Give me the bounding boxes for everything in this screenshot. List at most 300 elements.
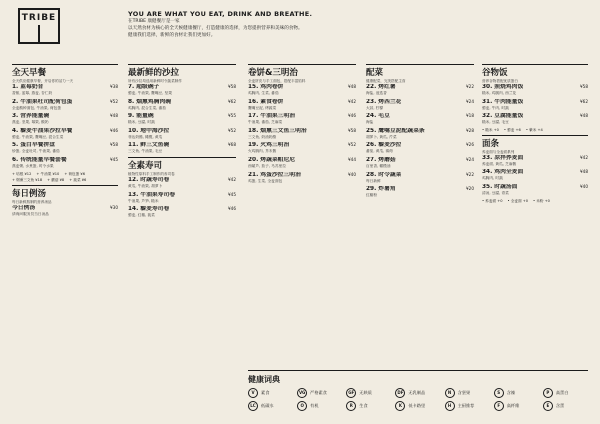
- glossary-entry: [346, 388, 391, 398]
- menu-item-price: ¥45: [228, 191, 236, 197]
- menu-item[interactable]: [248, 84, 356, 96]
- menu-item[interactable]: [366, 157, 474, 169]
- menu-item-description: 藜麦, 牛油果, 鹰嘴豆, 坚果: [128, 91, 172, 95]
- menu-item-name: 17. 牛油果三明治: [248, 113, 296, 120]
- menu-item-row: [248, 84, 356, 91]
- glossary-entry: [297, 401, 342, 411]
- menu-item-description: 清汤, 豆腐, 青菜: [482, 190, 509, 195]
- menu-item[interactable]: [128, 84, 236, 96]
- menu-item-description: 海盐, 迷迭香: [366, 91, 387, 95]
- menu-item-description: 番茄, 黄瓜, 薄荷: [366, 149, 393, 154]
- section-description: 全麦饼皮与手工面包，搭配丰富馅料: [248, 79, 306, 83]
- menu-item-name: 21. 鸡蛋沙拉三明治: [248, 171, 301, 178]
- menu-section: [128, 64, 236, 154]
- glossary-entry: [445, 388, 490, 398]
- glossary-label: 含坚果: [457, 390, 471, 395]
- menu-item-price: ¥40: [348, 171, 356, 177]
- menu-item-row: [12, 205, 118, 212]
- menu-section: [248, 64, 356, 183]
- diet-symbol-icon: P: [543, 388, 553, 398]
- menu-item-row: [128, 84, 236, 91]
- menu-item-description: 鸡胸肉, 时蔬: [482, 176, 503, 181]
- add-on-price: ¥8: [59, 177, 65, 182]
- menu-item-row: [128, 128, 236, 135]
- menu-column-5: [482, 62, 588, 204]
- glossary-label: 素食: [261, 390, 270, 395]
- menu-item[interactable]: [12, 99, 118, 111]
- menu-item-name: 11. 鲜三文鱼碗: [128, 142, 170, 149]
- add-on-name: + 菠菜: [69, 177, 81, 182]
- menu-item-name: 27. 烤蘑菇: [366, 156, 396, 163]
- menu-item-name: 18. 烟熏三文鱼三明治: [248, 127, 307, 134]
- menu-item[interactable]: [248, 113, 356, 125]
- add-on-option[interactable]: [12, 172, 31, 177]
- menu-item-price: ¥18: [466, 113, 474, 119]
- glossary-entry: [297, 388, 342, 398]
- diet-symbol-icon: F: [494, 401, 504, 411]
- menu-item-price: ¥58: [110, 142, 118, 148]
- menu-item-name: 1. 蓝莓奶昔: [12, 84, 44, 90]
- add-on-option[interactable]: [64, 172, 85, 177]
- menu-item-price: ¥42: [348, 98, 356, 104]
- menu-item-price: ¥24: [466, 156, 474, 162]
- menu-item-description: 全麦酸种面包, 牛油果, 荷包蛋: [12, 105, 61, 110]
- add-on-price: ¥18: [35, 177, 43, 182]
- menu-item-row: [366, 172, 474, 179]
- divider: [482, 135, 588, 136]
- menu-item-row: [12, 84, 118, 91]
- menu-item-price: ¥44: [348, 156, 356, 162]
- diet-symbol-icon: V: [248, 388, 258, 398]
- add-on-option[interactable]: [36, 172, 59, 177]
- menu-item[interactable]: [128, 142, 236, 154]
- diet-symbol-icon: DF: [395, 388, 405, 398]
- menu-item-description: 糙米, 鸡腿肉, 西兰花: [482, 91, 517, 95]
- menu-item-description: 黄瓜, 牛油果, 胡萝卜: [128, 183, 163, 188]
- divider: [366, 64, 474, 65]
- menu-item-name: 33. 凉拌荞麦面: [482, 154, 524, 161]
- menu-item-row: [248, 128, 356, 135]
- menu-item-row: [12, 142, 118, 149]
- menu-item[interactable]: [482, 84, 588, 96]
- menu-item-name: 19. 火鸡三明治: [248, 142, 290, 149]
- menu-item-name: 23. 烤西兰花: [366, 98, 402, 105]
- menu-item-description: 三文鱼, 牛油果, 毛豆: [128, 149, 163, 154]
- section-title: 全素寿司: [128, 160, 163, 171]
- menu-item-name: 5. 蛋白早餐拼盘: [12, 142, 56, 149]
- menu-item-description: 燕麦, 坚果, 莓果, 酸奶: [12, 120, 49, 125]
- divider: [248, 370, 588, 371]
- menu-item-row: [482, 155, 588, 162]
- glossary-title: 健康词典: [248, 375, 280, 384]
- menu-item-row: [366, 157, 474, 164]
- section-description: 全天供应健康早餐，开启你的活力一天: [12, 79, 74, 83]
- menu-item-row: [482, 113, 588, 120]
- menu-item-row: [482, 184, 588, 191]
- glossary-entry: [395, 388, 440, 398]
- section-description: 所有沙拉均选用新鲜时令蔬菜制作: [128, 79, 182, 83]
- section-title: 最新鲜的沙拉: [128, 68, 180, 78]
- menu-item-description: 鸡蛋, 生菜, 全麦面包: [248, 178, 283, 183]
- menu-item-price: ¥26: [466, 142, 474, 148]
- section-title: 面条: [482, 138, 500, 149]
- menu-item-description: 藜麦, 红椒, 菠菜: [128, 213, 155, 218]
- menu-item[interactable]: [128, 113, 236, 125]
- menu-item-price: ¥46: [348, 113, 356, 119]
- menu-item-price: ¥58: [348, 127, 356, 133]
- menu-item-price: ¥55: [228, 113, 236, 119]
- add-on-name: + 烟熏三文鱼: [12, 177, 35, 182]
- menu-item-price: ¥42: [580, 154, 588, 160]
- add-on-name: + 蘑菇: [47, 177, 59, 182]
- add-on-option[interactable]: [533, 199, 550, 204]
- menu-item-name: 10. 地中海沙拉: [128, 127, 170, 134]
- menu-item-name: 20. 烤蔬菜帕尼尼: [248, 156, 296, 163]
- health-glossary: [248, 368, 588, 411]
- menu-item-row: [366, 99, 474, 106]
- menu-item-row: [248, 172, 356, 179]
- glossary-label: 高蛋白: [555, 390, 569, 395]
- section-description: 荞麦面与全麦面系列: [482, 149, 515, 154]
- menu-item[interactable]: [248, 142, 356, 154]
- menu-item-description: 炒蛋, 全麦吐司, 牛油果, 番茄: [12, 149, 60, 154]
- menu-item-name: 12. 时蔬寿司卷: [128, 176, 170, 183]
- add-on-name: • 全麦面: [507, 198, 522, 203]
- menu-item-price: ¥22: [466, 84, 474, 89]
- menu-item[interactable]: [248, 99, 356, 111]
- menu-item[interactable]: [128, 177, 236, 189]
- glossary-label: 严格素食: [310, 390, 327, 395]
- glossary-grid: [248, 388, 588, 411]
- menu-item-description: 糙米, 豆腐, 时蔬: [128, 120, 155, 125]
- glossary-label: 含蛋: [555, 403, 565, 408]
- menu-item-name: 今日例汤: [12, 204, 36, 211]
- menu-section: [12, 64, 118, 183]
- menu-section: [128, 157, 236, 218]
- menu-item[interactable]: [12, 113, 118, 125]
- divider: [248, 64, 356, 65]
- diet-symbol-icon: LC: [248, 401, 258, 411]
- menu-item-row: [128, 99, 236, 106]
- section-description: 健康配菜，完美搭配主食: [366, 79, 406, 83]
- menu-item-price: ¥48: [580, 169, 588, 175]
- menu-column-2: [128, 62, 236, 221]
- menu-item[interactable]: [482, 155, 588, 167]
- menu-item-description: 燕麦粥, 水煮蛋, 时令水果: [12, 163, 54, 168]
- menu-item[interactable]: [12, 157, 118, 169]
- glossary-label: 高纤维: [506, 403, 520, 408]
- menu-item[interactable]: [366, 84, 474, 96]
- menu-item-description: 三文鱼, 奶油奶酪: [248, 134, 277, 139]
- menu-item-description: 荞麦面, 黄瓜, 芝麻酱: [482, 161, 517, 166]
- intro-line: 在TRIBE 康健餐厅是一家: [128, 19, 180, 24]
- diet-symbol-icon: H: [445, 401, 455, 411]
- menu-item-price: ¥62: [228, 98, 236, 104]
- divider: [12, 64, 118, 65]
- menu-item-price: ¥48: [348, 84, 356, 89]
- menu-item-description: 鹰嘴豆泥, 烤蔬菜: [248, 105, 277, 110]
- add-on-name: • 糙米: [482, 127, 493, 132]
- menu-item-description: 请询问服务员当日汤品: [12, 211, 49, 216]
- menu-item-row: [248, 99, 356, 106]
- menu-item[interactable]: [12, 128, 118, 140]
- menu-item-price: ¥42: [228, 176, 236, 182]
- add-on-name: + 牛油果: [36, 171, 52, 176]
- divider: [12, 185, 118, 186]
- section-title: 配菜: [366, 68, 384, 78]
- menu-item[interactable]: [366, 99, 474, 111]
- menu-item-name: 16. 素食卷饼: [248, 98, 284, 105]
- intro-headline: YOU ARE WHAT YOU EAT, DRINK AND BREATHE.: [128, 10, 313, 18]
- menu-item-description: 火鸡胸肉, 芥末酱: [248, 149, 277, 154]
- menu-item-price: ¥58: [228, 84, 236, 89]
- menu-item-row: [366, 186, 474, 193]
- menu-item-price: ¥46: [110, 127, 118, 133]
- menu-item-description: 鸡胸肉, 生菜, 番茄: [248, 91, 279, 95]
- menu-item-name: 29. 炸薯角: [366, 186, 396, 193]
- menu-section: [366, 64, 474, 198]
- menu-item-name: 9. 能量碗: [128, 113, 154, 120]
- add-on-name: • 荞麦面: [482, 198, 497, 203]
- diet-symbol-icon: GF: [346, 388, 356, 398]
- add-on-price: +0: [522, 198, 529, 203]
- glossary-entry: [346, 401, 391, 411]
- menu-item[interactable]: [366, 186, 474, 198]
- section-title: 谷物饭: [482, 68, 508, 78]
- menu-item-row: [12, 128, 118, 135]
- menu-item-row: [366, 84, 474, 91]
- menu-item-row: [482, 84, 588, 91]
- menu-item[interactable]: [12, 205, 118, 217]
- add-on-name: • 米粉: [533, 198, 544, 203]
- section-description: 营养谷物搭配优质蛋白: [482, 79, 518, 83]
- intro: [128, 10, 368, 39]
- glossary-label: 主厨推荐: [457, 403, 475, 408]
- glossary-entry: [445, 401, 490, 411]
- menu-item-row: [128, 142, 236, 149]
- section-title: 全天早餐: [12, 68, 47, 78]
- menu-item[interactable]: [128, 206, 236, 218]
- glossary-entry: [494, 388, 539, 398]
- menu-item-description: 鸡胸肉, 混合生菜, 番茄: [128, 105, 166, 110]
- add-on-option[interactable]: [69, 178, 86, 183]
- menu-item-description: 海盐: [366, 120, 374, 125]
- menu-item-name: 30. 照烧鸡肉饭: [482, 84, 524, 90]
- menu-item-row: [12, 157, 118, 164]
- add-on-option[interactable]: [47, 178, 64, 183]
- menu-item-name: 32. 豆腐能量饭: [482, 113, 524, 120]
- menu-item-price: ¥40: [580, 183, 588, 189]
- add-on-option[interactable]: [482, 128, 499, 133]
- add-on-options: [482, 199, 588, 204]
- add-on-price: +0: [493, 127, 499, 132]
- menu-item-row: [248, 157, 356, 164]
- add-on-option[interactable]: [508, 199, 529, 204]
- menu-item-description: 胡萝卜, 黄瓜, 芹菜: [366, 134, 397, 139]
- menu-section: [482, 135, 588, 204]
- glossary-label: 含辣: [506, 390, 516, 395]
- menu-item-row: [482, 169, 588, 176]
- add-on-options: [482, 128, 588, 133]
- menu-item[interactable]: [12, 142, 118, 154]
- section-title: 每日例汤: [12, 188, 47, 199]
- menu-item-name: 15. 鸡肉卷饼: [248, 84, 284, 90]
- add-on-price: +6: [515, 127, 521, 132]
- divider: [482, 64, 588, 65]
- menu-item-row: [128, 192, 236, 199]
- glossary-entry: [494, 401, 539, 411]
- menu-item-description: 藜麦, 牛肉, 时蔬: [482, 105, 509, 110]
- menu-section: [12, 185, 118, 217]
- add-on-option[interactable]: [12, 178, 42, 183]
- menu-item-row: [128, 206, 236, 213]
- menu-item-description: 牛油果, 芦笋, 糙米: [128, 198, 159, 203]
- add-on-price: +0: [544, 198, 550, 203]
- menu-item-name: 24. 毛豆: [366, 113, 390, 120]
- menu-item-row: [12, 113, 118, 120]
- menu-item[interactable]: [366, 142, 474, 154]
- menu-item[interactable]: [248, 128, 356, 140]
- add-on-name: + 荷包蛋: [64, 171, 80, 176]
- add-on-options: [12, 172, 118, 183]
- menu-item-row: [128, 177, 236, 184]
- add-on-price: ¥12: [24, 171, 32, 176]
- menu-item-name: 35. 时蔬汤面: [482, 183, 518, 190]
- menu-item-name: 28. 时令蔬菜: [366, 171, 402, 178]
- menu-item-price: ¥52: [228, 127, 236, 133]
- add-on-option[interactable]: [526, 128, 543, 133]
- glossary-label: 无乳制品: [408, 390, 426, 395]
- menu-column-1: [12, 62, 118, 219]
- menu-item-description: 糙米, 豆腐, 毛豆: [482, 120, 509, 125]
- menu-item[interactable]: [366, 172, 474, 184]
- add-on-price: ¥6: [80, 171, 85, 176]
- menu-item-name: 7. 超级碗子: [128, 84, 160, 90]
- menu-item-name: 26. 藜麦沙拉: [366, 142, 402, 149]
- menu-item[interactable]: [366, 113, 474, 125]
- menu-item-row: [366, 142, 474, 149]
- menu-item-name: 6. 传统能量早餐套餐: [12, 156, 67, 163]
- add-on-price: +0: [497, 198, 503, 203]
- add-on-price: ¥6: [81, 177, 87, 182]
- menu-item[interactable]: [482, 184, 588, 196]
- diet-symbol-icon: K: [395, 401, 405, 411]
- section-title: 卷饼&三明治: [248, 68, 298, 78]
- menu-item-name: 3. 营养能量碗: [12, 113, 50, 120]
- menu-item[interactable]: [482, 169, 588, 181]
- add-on-name: • 藜麦: [503, 127, 515, 132]
- menu-item-price: ¥24: [466, 98, 474, 104]
- glossary-label: 生食: [359, 403, 368, 408]
- menu-item-name: 8. 烟熏鸡胸肉碗: [128, 98, 172, 105]
- menu-item-row: [482, 99, 588, 106]
- menu-item-description: 大蒜, 柠檬: [366, 105, 384, 110]
- menu-item[interactable]: [128, 128, 236, 140]
- divider: [128, 64, 236, 65]
- menu-item-description: 红椒粉: [366, 193, 378, 198]
- menu-item[interactable]: [248, 157, 356, 169]
- menu-item-price: ¥48: [110, 113, 118, 119]
- menu-item-description: 菲达奶酪, 橄榄, 黄瓜: [128, 134, 163, 139]
- add-on-option[interactable]: [504, 128, 521, 133]
- diet-symbol-icon: E: [543, 401, 553, 411]
- glossary-label: 有机: [310, 403, 319, 408]
- glossary-label: 低碳水: [261, 403, 274, 408]
- menu-item-row: [248, 142, 356, 149]
- menu-item-name: 13. 牛油果寿司卷: [128, 191, 176, 198]
- menu-item-price: ¥62: [580, 98, 588, 104]
- add-on-price: +4: [537, 127, 543, 132]
- menu-item-row: [12, 99, 118, 106]
- menu-item-name: 4. 藜麦牛油果沙拉早餐: [12, 127, 73, 134]
- menu-item[interactable]: [482, 113, 588, 125]
- menu-item-name: 22. 烤红薯: [366, 84, 396, 90]
- intro-line: 健康我们选择，新鲜的食材让我们更加好。: [128, 33, 216, 38]
- menu-column-3: [248, 62, 356, 186]
- diet-symbol-icon: VG: [297, 388, 307, 398]
- menu-item-description: 香蕉, 蓝莓, 燕麦, 杏仁奶: [12, 91, 53, 95]
- menu-item-price: ¥48: [580, 113, 588, 119]
- menu-item-price: ¥52: [348, 142, 356, 148]
- menu-item-price: ¥22: [466, 171, 474, 177]
- menu-item[interactable]: [482, 99, 588, 111]
- menu-item-description: 牛油果, 番茄, 芝麻菜: [248, 120, 283, 125]
- add-on-name: • 紫米: [525, 127, 537, 132]
- menu-item[interactable]: [128, 99, 236, 111]
- menu-item-name: 34. 鸡肉全麦面: [482, 169, 524, 176]
- menu-item-name: 2. 牛油果吐司配荷包蛋: [12, 98, 73, 105]
- menu-item[interactable]: [12, 84, 118, 96]
- menu-item-price: ¥68: [228, 142, 236, 148]
- glossary-entry: [395, 401, 440, 411]
- tribe-logo: TRIBE: [18, 8, 60, 44]
- menu-section: [482, 64, 588, 133]
- glossary-entry: [543, 388, 588, 398]
- menu-item-description: 每日新鲜: [366, 178, 381, 183]
- menu-item[interactable]: [366, 128, 474, 140]
- add-on-price: ¥10: [52, 171, 60, 176]
- menu-item-price: ¥38: [110, 84, 118, 89]
- menu-item-row: [128, 113, 236, 120]
- add-on-option[interactable]: [482, 199, 503, 204]
- menu-item-price: ¥46: [228, 206, 236, 212]
- diet-symbol-icon: R: [346, 401, 356, 411]
- menu-item[interactable]: [128, 192, 236, 204]
- menu-item-row: [366, 113, 474, 120]
- menu-item-description: 西葫芦, 茄子, 马苏里拉: [248, 163, 286, 168]
- diet-symbol-icon: S: [494, 388, 504, 398]
- menu-item[interactable]: [248, 172, 356, 184]
- menu-item-row: [248, 113, 356, 120]
- glossary-label: 低卡路里: [408, 403, 426, 408]
- menu-item-name: 31. 牛肉能量饭: [482, 98, 524, 105]
- menu-item-price: ¥52: [110, 98, 118, 104]
- add-on-name: + 培根: [12, 171, 24, 176]
- section-description: 植物性原料手工制作的寿司卷: [128, 171, 175, 176]
- menu-item-price: ¥30: [110, 204, 118, 210]
- menu-item-name: 14. 藜麦寿司卷: [128, 206, 170, 213]
- glossary-entry: [543, 401, 588, 411]
- menu-column-4: [366, 62, 474, 201]
- menu-item-row: [366, 128, 474, 135]
- menu-item-price: ¥58: [580, 84, 588, 89]
- glossary-label: 无麸质: [359, 390, 372, 395]
- diet-symbol-icon: O: [297, 401, 307, 411]
- section-description: 每日新鲜熬制的营养汤品: [12, 199, 52, 204]
- intro-line: 以天然食材为核心的全天候健康餐厅，打造健康的选择，为您提供营养和美味的食物。: [128, 26, 303, 31]
- menu-item-description: 百里香, 橄榄油: [366, 163, 391, 168]
- glossary-entry: [248, 401, 293, 411]
